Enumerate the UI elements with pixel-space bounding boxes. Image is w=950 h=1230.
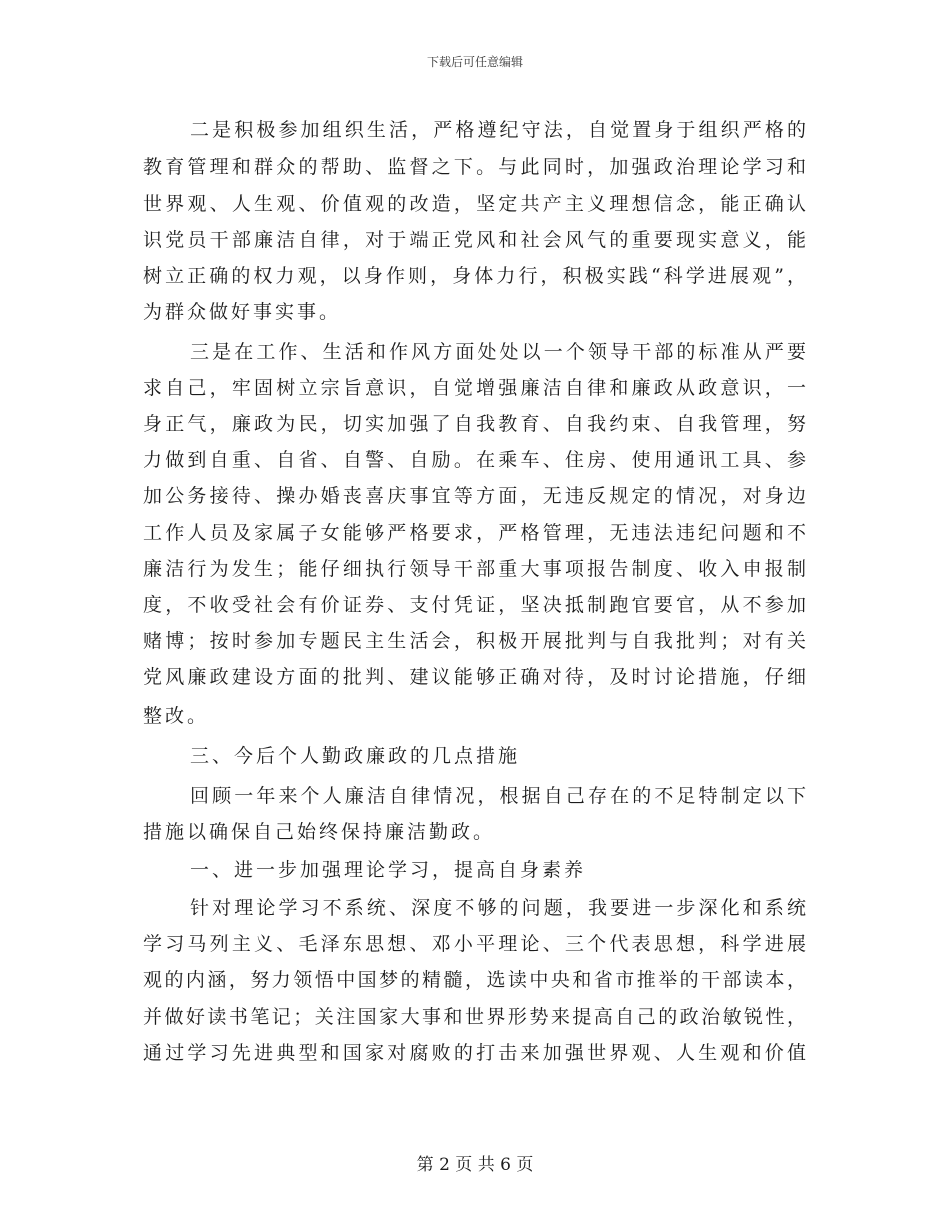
text-line: 求自己，牢固树立宗旨意识，自觉增强廉洁自律和廉政从政意识，一 <box>143 377 806 399</box>
text-line: 回顾一年来个人廉洁自律情况，根据自己存在的不足特制定以下 <box>190 785 806 807</box>
text-line: 度，不收受社会有价证券、支付凭证，坚决抵制跑官要官，从不参加 <box>143 594 806 616</box>
text-line: 教育管理和群众的帮助、监督之下。与此同时，加强政治理论学习和 <box>143 156 806 178</box>
text-line: 学习马列主义、毛泽东思想、邓小平理论、三个代表思想，科学进展 <box>143 933 806 955</box>
text-line: 赌博；按时参加专题民主生活会，积极开展批判与自我批判；对有关 <box>143 630 806 652</box>
text-line: 身正气，廉政为民，切实加强了自我教育、自我约束、自我管理，努 <box>143 413 806 435</box>
text-line: 党风廉政建设方面的批判、建议能够正确对待，及时讨论措施，仔细 <box>143 666 806 688</box>
text-line: 加公务接待、操办婚丧喜庆事宜等方面，无违反规定的情况，对身边 <box>143 485 806 507</box>
text-line: 措施以确保自己始终保持廉洁勤政。 <box>143 821 496 843</box>
text-line: 为群众做好事实事。 <box>143 301 342 323</box>
page-number-footer: 第 2 页 共 6 页 <box>416 1155 534 1175</box>
text-line: 整改。 <box>143 705 210 727</box>
text-line: 针对理论学习不系统、深度不够的问题，我要进一步深化和系统 <box>190 897 806 919</box>
text-line: 二是积极参加组织生活，严格遵纪守法，自觉置身于组织严格的 <box>190 119 806 141</box>
text-line: 一、进一步加强理论学习，提高自身素养 <box>190 859 587 881</box>
text-line: 识党员干部廉洁自律，对于端正党风和社会风气的重要现实意义，能 <box>143 229 806 251</box>
text-line: 观的内涵，努力领悟中国梦的精髓，选读中央和省市推举的干部读本， <box>143 969 806 991</box>
text-line: 世界观、人生观、价值观的改造，坚定共产主义理想信念，能正确认 <box>143 193 806 215</box>
text-line: 力做到自重、自省、自警、自励。在乘车、住房、使用通讯工具、参 <box>143 449 806 471</box>
text-line: 通过学习先进典型和国家对腐败的打击来加强世界观、人生观和价值 <box>143 1042 806 1064</box>
text-line: 并做好读书笔记；关注国家大事和世界形势来提高自己的政治敏锐性， <box>143 1006 806 1028</box>
text-line: 工作人员及家属子女能够严格要求，严格管理，无违法违纪问题和不 <box>143 522 806 544</box>
text-line: 三是在工作、生活和作风方面处处以一个领导干部的标准从严要 <box>190 341 806 363</box>
text-line: 树立正确的权力观，以身作则，身体力行，积极实践“科学进展观”， <box>143 265 806 287</box>
text-line: 三、今后个人勤政廉政的几点措施 <box>190 745 521 767</box>
text-line: 廉洁行为发生；能仔细执行领导干部重大事项报告制度、收入申报制 <box>143 558 806 580</box>
header-note: 下载后可任意编辑 <box>426 55 523 69</box>
